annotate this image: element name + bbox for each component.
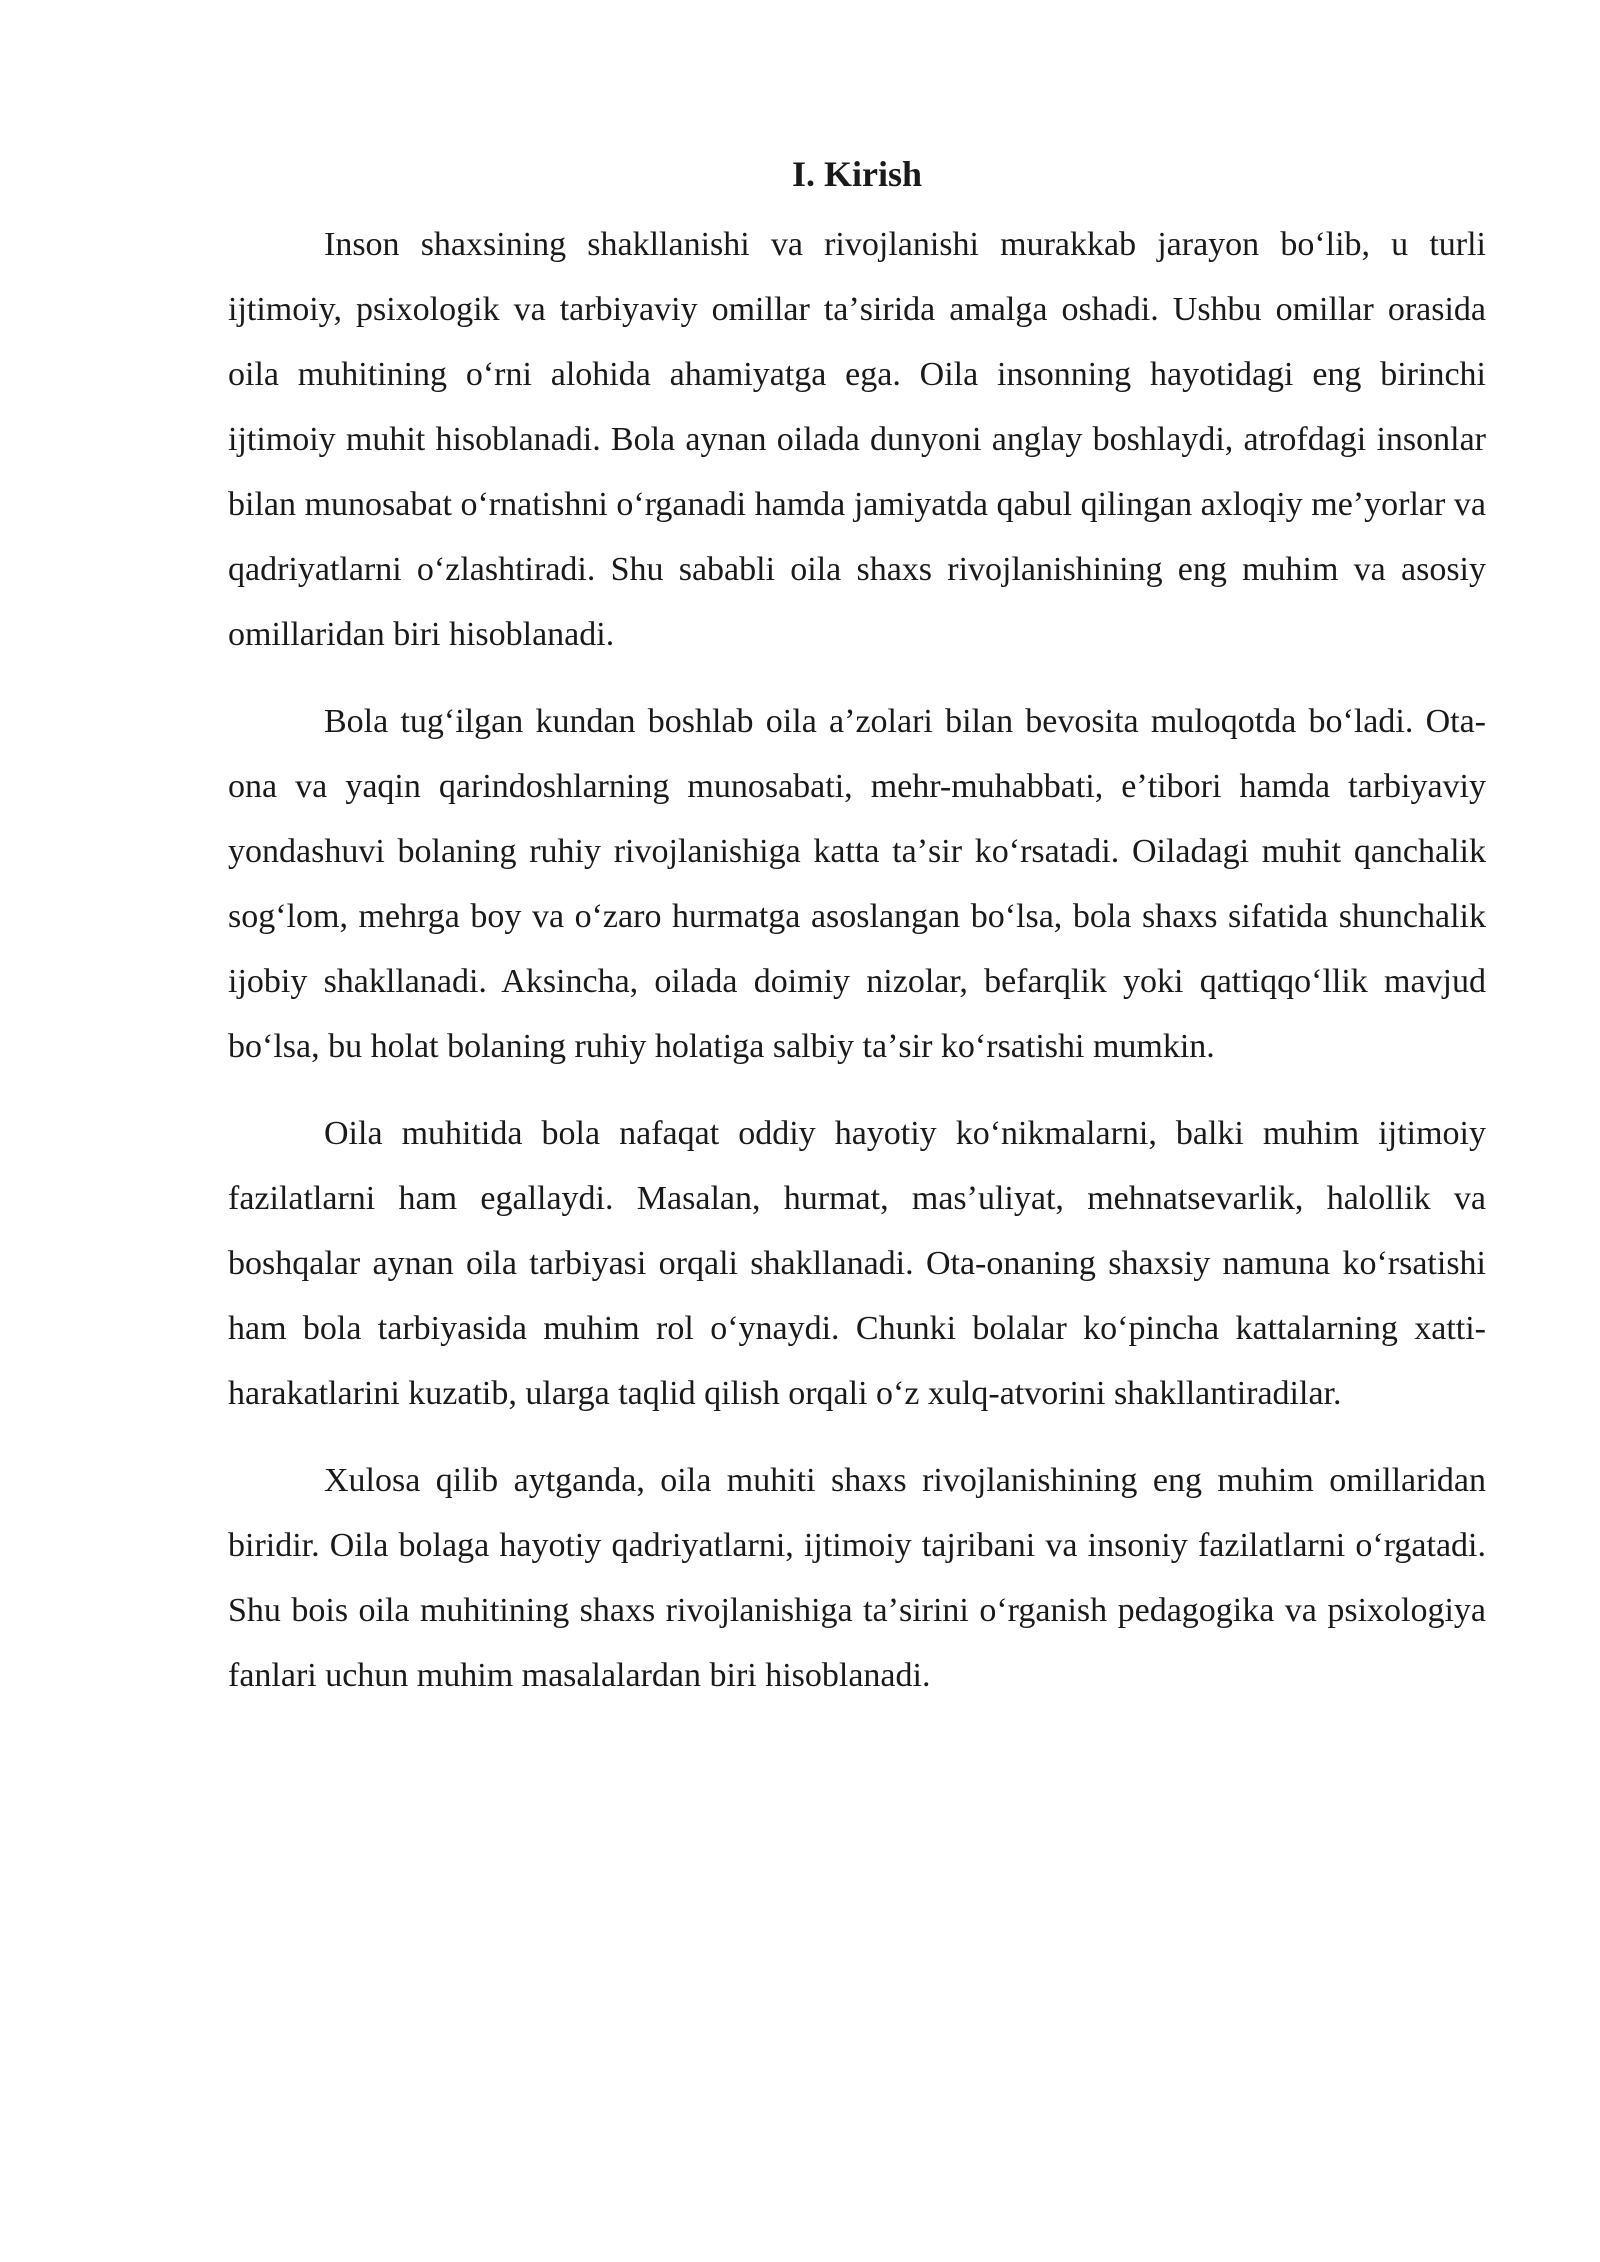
paragraph: Inson shaxsining shakllanishi va rivojlanishi murakkab jarayon boʻlib, u turli ijtimoiy, psixologik va tarbiyaviy omillar taʼsirida amalga oshadi. Ushbu omillar orasida oila muhitining oʻrni alohida ahamiyatga ega. Oila insonning hayotidagi eng birinchi ijtimoiy muhit hisoblanadi. Bola aynan oilada dunyoni anglay boshlaydi, atrofdagi insonlar bilan munosabat oʻrnatishni oʻrganadi hamda jamiyatda qabul qilingan axloqiy meʼyorlar va qadriyatlarni oʻzlashtiradi. Shu sababli oila shaxs rivojlanishining eng muhim va asosiy omillaridan biri hisoblanadi. xyxy=(228,226,1486,653)
paragraph: Bola tugʻilgan kundan boshlab oila aʼzolari bilan bevosita muloqotda boʻladi. Ota-ona va yaqin qarindoshlarning munosabati, mehr-muhabbati, eʼtibori hamda tarbiyaviy yondashuvi bolaning ruhiy rivojlanishiga katta taʼsir koʻrsatadi. Oiladagi muhit qanchalik sogʻlom, mehrga boy va oʻzaro hurmatga asoslangan boʻlsa, bola shaxs sifatida shunchalik ijobiy shakllanadi. Aksincha, oilada doimiy nizolar, befarqlik yoki qattiqqoʻllik mavjud boʻlsa, bu holat bolaning ruhiy holatiga salbiy taʼsir koʻrsatishi mumkin. xyxy=(228,703,1486,1065)
paragraph: Oila muhitida bola nafaqat oddiy hayotiy koʻnikmalarni, balki muhim ijtimoiy fazilatlarni ham egallaydi. Masalan, hurmat, masʼuliyat, mehnatsevarlik, halollik va boshqalar aynan oila tarbiyasi orqali shakllanadi. Ota-onaning shaxsiy namuna koʻrsatishi ham bola tarbiyasida muhim rol oʻynaydi. Chunki bolalar koʻpincha kattalarning xatti-harakatlarini kuzatib, ularga taqlid qilish orqali oʻz xulq-atvorini shakllantiradilar. xyxy=(228,1115,1486,1412)
paragraph: Xulosa qilib aytganda, oila muhiti shaxs rivojlanishining eng muhim omillaridan biridir. Oila bolaga hayotiy qadriyatlarni, ijtimoiy tajribani va insoniy fazilatlarni oʻrgatadi. Shu bois oila muhitining shaxs rivojlanishiga taʼsirini oʻrganish pedagogika va psixologiya fanlari uchun muhim masalalardan biri hisoblanadi. xyxy=(228,1462,1486,1694)
document-page xyxy=(228,150,1486,1730)
section-heading: I. Kirish xyxy=(791,154,923,194)
